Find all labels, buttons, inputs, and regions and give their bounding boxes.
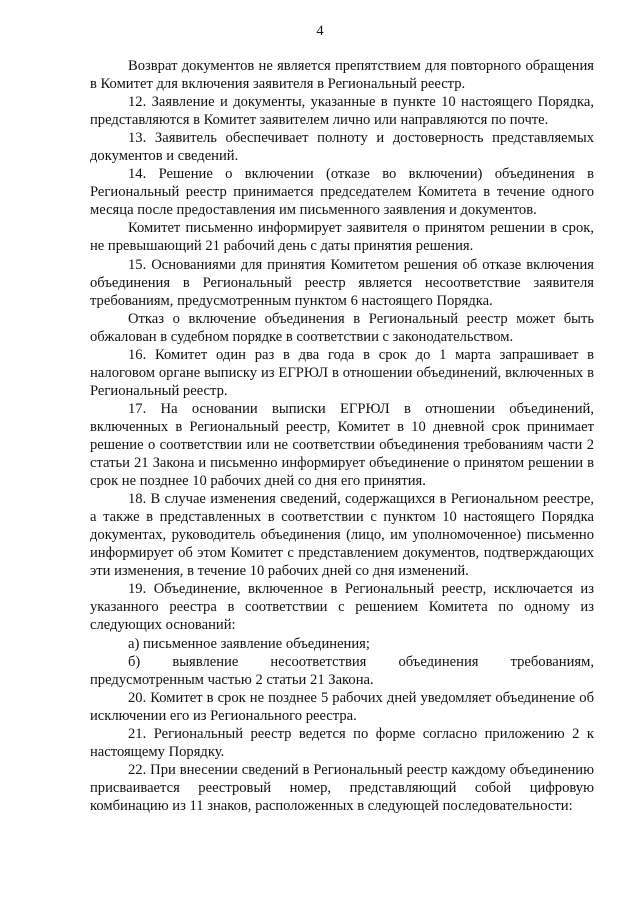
page-number: 4 <box>316 23 324 39</box>
paragraph-22: 22. При внесении сведений в Региональный реестр каждому объединению присваивается реестровый номер, представляющий собой цифровую комбинацию из 11 знаков, расположенных в следующей последовательности: <box>90 761 594 814</box>
paragraph-19: 19. Объединение, включенное в Региональный реестр, исключается из указанного реестра в соответствии с решением Комитета по одному из следующих оснований: <box>90 581 594 634</box>
paragraph-15: 15. Основаниями для принятия Комитетом решения об отказе включения объединения в Региональный реестр является несоответствие заявителя требованиям, предусмотренным пунктом 6 настоящего Порядка. <box>90 256 594 309</box>
paragraph-19-item-b: б) выявление несоответствия объединения требованиям, предусмотренным частью 2 статьи 21 Закона. <box>90 653 594 688</box>
paragraph-16: 16. Комитет один раз в два года в срок до 1 марта запрашивает в налоговом органе выписку из ЕГРЮЛ в отношении объединений, включенных в Региональный реестр. <box>90 346 594 399</box>
paragraph-return-of-documents: Возврат документов не является препятствием для повторного обращения в Комитет для включения заявителя в Региональный реестр. <box>90 58 594 93</box>
paragraph-18: 18. В случае изменения сведений, содержащихся в Региональном реестре, а также в представленных в соответствии с пунктом 10 настоящего Порядка документах, руководитель объединения (лицо, им уполномоченное) письменно информирует об этом Комитет с представлением документов, подтверждающих эти изменения, в течение 10 рабочих дней со дня изменений. <box>90 491 594 580</box>
paragraph-15-appeal: Отказ о включение объединения в Региональный реестр может быть обжалован в судебном порядке в соответствии с законодательством. <box>90 310 594 345</box>
paragraph-21: 21. Региональный реестр ведется по форме согласно приложению 2 к настоящему Порядку. <box>90 725 594 760</box>
paragraph-12: 12. Заявление и документы, указанные в пункте 10 настоящего Порядка, представляются в Комитет заявителем лично или направляются по почте. <box>90 94 594 129</box>
paragraph-19-item-a: а) письменное заявление объединения; <box>128 635 370 652</box>
paragraph-20: 20. Комитет в срок не позднее 5 рабочих дней уведомляет объединение об исключении его из Регионального реестра. <box>90 689 594 724</box>
paragraph-14-notification: Комитет письменно информирует заявителя о принятом решении в срок, не превышающий 21 рабочий день с даты принятия решения. <box>90 220 594 255</box>
paragraph-13: 13. Заявитель обеспечивает полноту и достоверность представляемых документов и сведений. <box>90 130 594 165</box>
paragraph-14: 14. Решение о включении (отказе во включении) объединения в Региональный реестр принимается председателем Комитета в течение одного месяца после предоставления им письменного заявления и документов. <box>90 166 594 219</box>
paragraph-17: 17. На основании выписки ЕГРЮЛ в отношении объединений, включенных в Региональный реестр, Комитет в 10 дневной срок принимает решение о соответствии или не соответствии объединения требованиям части 2 статьи 21 Закона и письменно информирует объединение о принятом решении в срок не позднее 10 рабочих дней со дня его принятия. <box>90 400 594 490</box>
document-body <box>90 57 594 815</box>
